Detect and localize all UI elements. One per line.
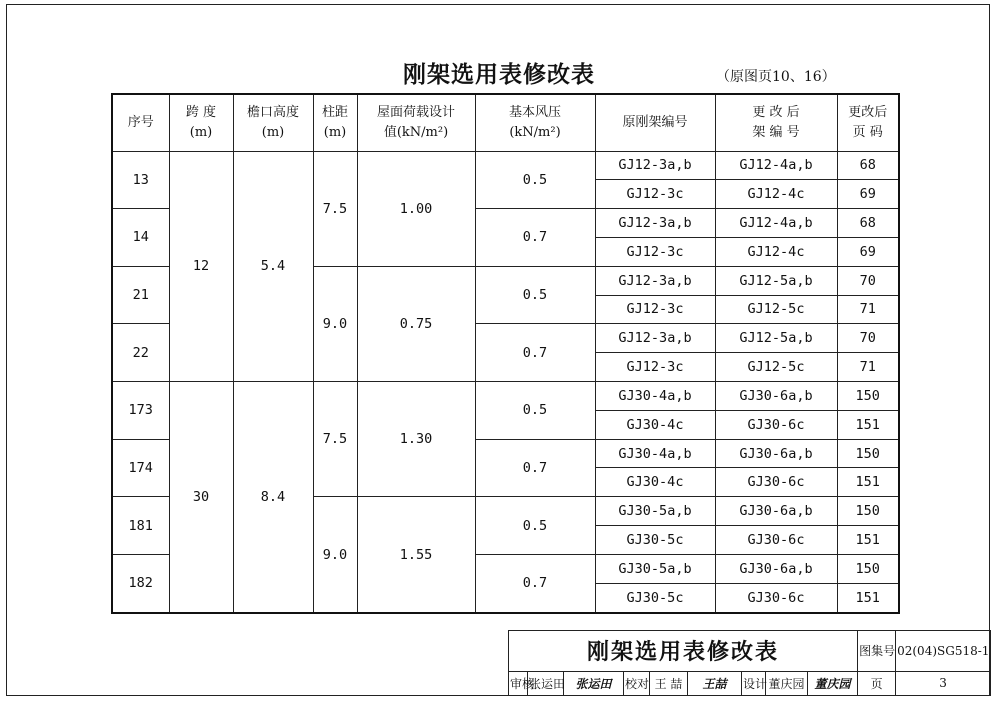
title-block-title: 刚架选用表修改表 — [509, 631, 858, 672]
seq-cell: 174 — [112, 439, 169, 497]
title-block — [508, 630, 991, 696]
original-frame-no: GJ30-5a,b — [595, 497, 715, 526]
column-header: 原刚架编号 — [595, 94, 715, 151]
wind-pressure-cell: 0.7 — [475, 439, 595, 497]
reviewer-name: 张运田 — [528, 671, 564, 695]
source-note: （原图页10、16） — [716, 69, 836, 85]
revised-frame-no: GJ12-4c — [715, 237, 837, 266]
wind-pressure-cell: 0.5 — [475, 266, 595, 324]
revised-frame-no: GJ12-5a,b — [715, 324, 837, 353]
eave-height-cell: 8.4 — [233, 382, 313, 614]
atlas-number: 02(04)SG518-1 — [896, 631, 991, 672]
page-title: 刚架选用表修改表 — [403, 62, 595, 88]
original-frame-no: GJ30-4c — [595, 468, 715, 497]
column-header: 序号 — [112, 94, 169, 151]
column-header: 屋面荷载设计 值(kN/m²) — [357, 94, 475, 151]
original-frame-no: GJ30-5a,b — [595, 554, 715, 583]
revised-frame-no: GJ30-6c — [715, 410, 837, 439]
seq-cell: 13 — [112, 151, 169, 209]
designer-signature: 董庆园 — [808, 671, 858, 695]
revised-frame-no: GJ12-5c — [715, 353, 837, 382]
revised-page-no: 70 — [837, 324, 899, 353]
revised-frame-no: GJ12-4c — [715, 180, 837, 209]
revised-page-no: 71 — [837, 295, 899, 324]
original-frame-no: GJ12-3c — [595, 353, 715, 382]
checker-signature: 王喆 — [688, 671, 742, 695]
page-label: 页 — [858, 671, 896, 695]
original-frame-no: GJ12-3a,b — [595, 266, 715, 295]
revised-frame-no: GJ30-6a,b — [715, 497, 837, 526]
original-frame-no: GJ12-3c — [595, 237, 715, 266]
revised-page-no: 151 — [837, 410, 899, 439]
revised-page-no: 68 — [837, 151, 899, 180]
seq-cell: 22 — [112, 324, 169, 382]
original-frame-no: GJ30-4a,b — [595, 382, 715, 411]
original-frame-no: GJ30-5c — [595, 583, 715, 613]
seq-cell: 182 — [112, 554, 169, 613]
roof-load-cell: 0.75 — [357, 266, 475, 381]
revised-page-no: 70 — [837, 266, 899, 295]
revision-table — [111, 93, 900, 614]
designer-name: 董庆园 — [766, 671, 808, 695]
original-frame-no: GJ12-3c — [595, 180, 715, 209]
original-frame-no: GJ30-5c — [595, 526, 715, 555]
revised-page-no: 69 — [837, 180, 899, 209]
span-cell: 30 — [169, 382, 233, 614]
column-header: 基本风压 (kN/m²) — [475, 94, 595, 151]
seq-cell: 14 — [112, 209, 169, 267]
original-frame-no: GJ30-4a,b — [595, 439, 715, 468]
span-cell: 12 — [169, 151, 233, 382]
atlas-label: 图集号 — [858, 631, 896, 672]
table-row — [112, 382, 899, 411]
review-label: 审核 — [509, 671, 528, 695]
revised-frame-no: GJ12-5a,b — [715, 266, 837, 295]
original-frame-no: GJ12-3a,b — [595, 151, 715, 180]
reviewer-signature: 张运田 — [564, 671, 624, 695]
column-header: 跨 度 (m) — [169, 94, 233, 151]
original-frame-no: GJ12-3a,b — [595, 324, 715, 353]
column-spacing-cell: 9.0 — [313, 497, 357, 613]
revised-page-no: 150 — [837, 497, 899, 526]
revised-page-no: 150 — [837, 382, 899, 411]
seq-cell: 173 — [112, 382, 169, 440]
column-spacing-cell: 7.5 — [313, 151, 357, 266]
revised-page-no: 68 — [837, 209, 899, 238]
revised-frame-no: GJ30-6c — [715, 468, 837, 497]
revised-frame-no: GJ30-6a,b — [715, 382, 837, 411]
roof-load-cell: 1.30 — [357, 382, 475, 497]
wind-pressure-cell: 0.7 — [475, 554, 595, 613]
wind-pressure-cell: 0.5 — [475, 151, 595, 209]
revised-frame-no: GJ12-4a,b — [715, 151, 837, 180]
revised-frame-no: GJ30-6a,b — [715, 554, 837, 583]
table-row — [112, 151, 899, 180]
seq-cell: 21 — [112, 266, 169, 324]
seq-cell: 181 — [112, 497, 169, 555]
column-header: 更 改 后 架 编 号 — [715, 94, 837, 151]
header-row — [112, 94, 899, 151]
wind-pressure-cell: 0.7 — [475, 324, 595, 382]
eave-height-cell: 5.4 — [233, 151, 313, 382]
revised-page-no: 150 — [837, 554, 899, 583]
column-spacing-cell: 7.5 — [313, 382, 357, 497]
original-frame-no: GJ12-3a,b — [595, 209, 715, 238]
revised-frame-no: GJ12-5c — [715, 295, 837, 324]
column-header: 檐口高度 (m) — [233, 94, 313, 151]
roof-load-cell: 1.00 — [357, 151, 475, 266]
column-header: 更改后 页 码 — [837, 94, 899, 151]
roof-load-cell: 1.55 — [357, 497, 475, 613]
revised-page-no: 151 — [837, 526, 899, 555]
design-label: 设计 — [742, 671, 766, 695]
revised-page-no: 69 — [837, 237, 899, 266]
original-frame-no: GJ30-4c — [595, 410, 715, 439]
revised-page-no: 151 — [837, 583, 899, 613]
column-header: 柱距 (m) — [313, 94, 357, 151]
page-number: 3 — [896, 671, 991, 695]
revised-frame-no: GJ12-4a,b — [715, 209, 837, 238]
revised-frame-no: GJ30-6c — [715, 583, 837, 613]
original-frame-no: GJ12-3c — [595, 295, 715, 324]
wind-pressure-cell: 0.5 — [475, 497, 595, 555]
revised-frame-no: GJ30-6c — [715, 526, 837, 555]
revised-page-no: 150 — [837, 439, 899, 468]
revised-frame-no: GJ30-6a,b — [715, 439, 837, 468]
checker-name: 王 喆 — [650, 671, 688, 695]
wind-pressure-cell: 0.7 — [475, 209, 595, 267]
wind-pressure-cell: 0.5 — [475, 382, 595, 440]
revised-page-no: 151 — [837, 468, 899, 497]
column-spacing-cell: 9.0 — [313, 266, 357, 381]
check-label: 校对 — [624, 671, 650, 695]
revised-page-no: 71 — [837, 353, 899, 382]
